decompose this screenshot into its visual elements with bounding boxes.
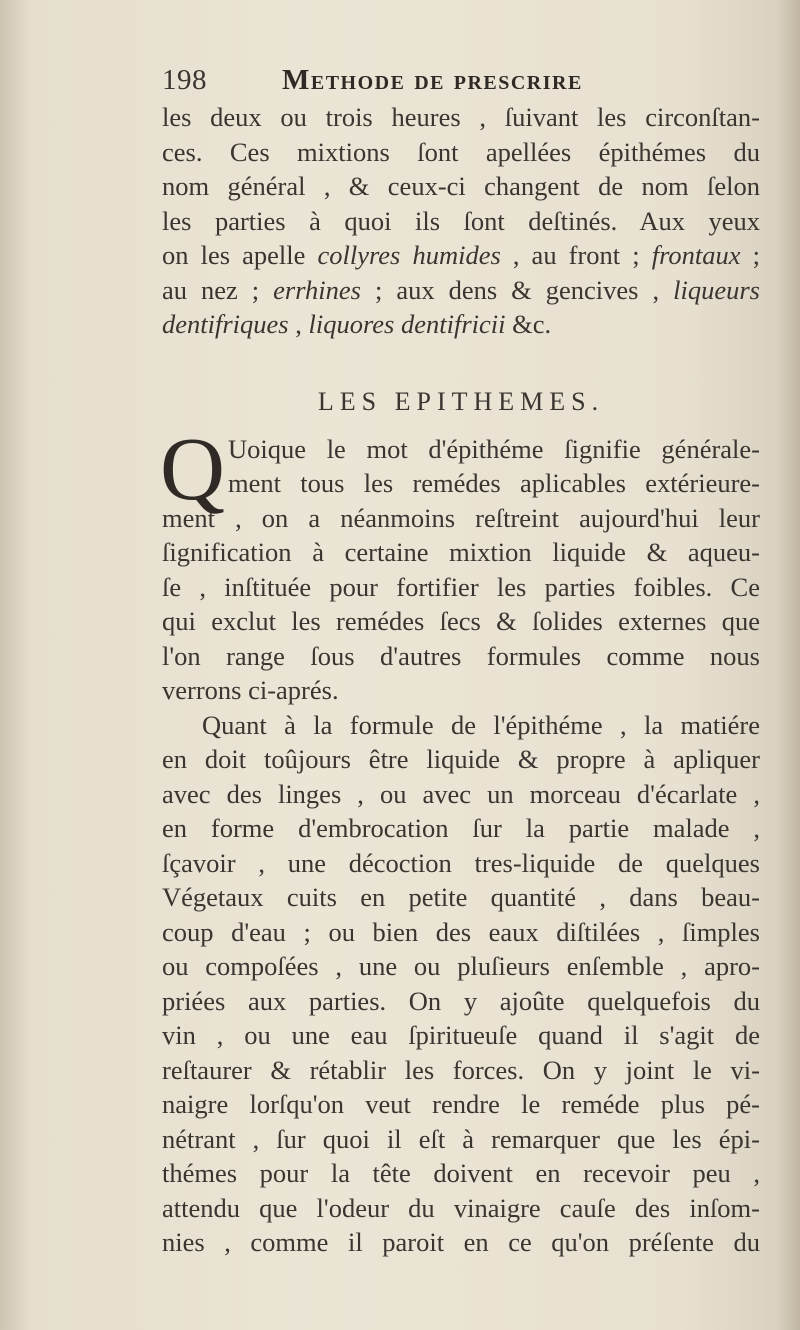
italic-term: dentifriques [162,309,289,339]
text-line: ſçavoir , une décoction tres-liquide de quelques [162,847,760,878]
italic-term: liqueurs [673,274,760,305]
page-number: 198 [162,64,207,96]
text-line: qui exclut les remédes ſecs & ſolides externes que [162,606,760,636]
text-line: ment , on a néanmoins reſtreint aujourd'hui leur [162,502,760,533]
italic-term: frontaux [651,240,741,270]
text-line: nétrant , ſur quoi il eſt à remarquer que les épi- [162,1123,760,1154]
text-line: thémes pour la tête doivent en recevoir peu , [162,1158,760,1188]
paragraph-2 [160,419,760,708]
text-line: Végetaux cuits en petite quantité , dans beau- [162,882,760,912]
text-line: nom général , & ceux-ci changent de nom ſelon [162,171,760,201]
text-line: ſe , inſtituée pour fortifier les parties foibles. Ce [162,571,760,602]
text-line [162,238,760,273]
text-run: , au front ; [500,240,652,270]
text-line: priées aux parties. On y ajoûte quelquefois du [162,985,760,1016]
text-run: on les apelle [162,240,318,270]
text-line: ſignification à certaine mixtion liquide & aqueu- [162,537,760,567]
italic-term: collyres humides [317,240,501,270]
text-run: au nez ; [162,274,274,305]
drop-cap: Q [160,419,225,519]
paragraph-1 [162,100,760,342]
text-line: nies , comme il paroit en ce qu'on préſente du [162,1227,760,1257]
text-line: attendu que l'odeur du vinaigre cauſe des inſom- [162,1192,760,1223]
text-line: reſtaurer & rétablir les forces. On y joint le vi- [162,1054,760,1085]
text-line: Quant à la formule de l'épithéme , la matiére [202,709,760,740]
italic-term: liquores dentifricii [308,309,506,339]
text-line [162,307,760,342]
text-line: Uoique le mot d'épithéme ſignifie générale- [228,433,760,464]
page-text [162,60,760,1260]
section-heading: LES EPITHEMES. [317,386,605,416]
running-head [162,60,760,100]
text-line: vin , ou une eau ſpiritueuſe quand il s'agit de [162,1020,760,1050]
text-line: naigre lorſqu'on veut rendre le reméde plus pé- [162,1089,760,1119]
text-line: en doit toûjours être liquide & propre à apliquer [162,744,760,774]
text-line: en forme d'embrocation ſur la partie malade , [162,813,760,843]
text-line: coup d'eau ; ou bien des eaux diſtilées , ſimples [162,916,760,947]
text-line: les deux ou trois heures , ſuivant les circonſtan- [162,102,760,132]
text-line: ces. Ces mixtions ſont apellées épithémes du [162,136,760,167]
text-run: , [288,309,309,339]
text-line: avec des linges , ou avec un morceau d'écarlate , [162,778,760,809]
italic-term: errhines [273,274,361,305]
text-run: ; aux dens & gencives , [361,274,674,305]
text-line: les parties à quoi ils ſont deſtinés. Aux yeux [162,205,760,236]
text-line: verrons ci-aprés. [162,675,339,705]
running-title: Methode de prescrire [282,64,583,96]
text-run: ; [740,240,760,270]
text-line: ment tous les remédes aplicables extérieure- [228,468,760,498]
paragraph-3 [162,708,760,1260]
text-run: &c. [505,309,552,339]
text-line: l'on range ſous d'autres formules comme nous [162,640,760,671]
text-line [162,273,760,308]
text-line: ou compoſées , une ou pluſieurs enſemble , apro- [162,951,760,981]
